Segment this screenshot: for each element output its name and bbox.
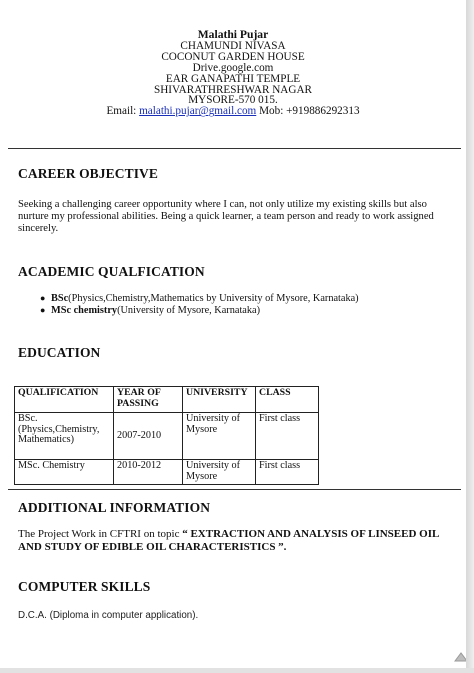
address-line: EAR GANAPATHI TEMPLE	[165, 72, 301, 85]
degree-detail: (Physics,Chemistry,Mathematics by University of Mysore, Karnataka)	[68, 293, 359, 304]
column-header: QUALIFICATION	[15, 387, 114, 413]
table-cell: University of Mysore	[183, 413, 256, 460]
table-cell: 2007-2010	[114, 413, 183, 460]
page-shadow-right	[466, 0, 474, 673]
email-label: Email:	[106, 105, 137, 118]
mobile-number: Mob: +919886292313	[259, 105, 360, 118]
bullet-icon: ●	[40, 304, 46, 315]
section-divider	[8, 489, 461, 490]
additional-information-heading: ADDITIONAL INFORMATION	[18, 500, 211, 515]
table-row	[15, 460, 319, 485]
table-row	[15, 413, 319, 460]
project-topic: “ EXTRACTION AND ANALYSIS OF LINSEED OIL AND STUDY OF EDIBLE OIL CHARACTERISTICS ”.	[18, 528, 439, 553]
degree-name: MSc chemistry	[51, 304, 118, 316]
education-table	[14, 386, 319, 485]
address-line: SHIVARATHRESHWAR NAGAR	[154, 83, 312, 96]
education-heading: EDUCATION	[18, 345, 101, 360]
table-header-row	[15, 387, 319, 413]
address-line: Drive.google.com	[192, 61, 274, 74]
column-header: CLASS	[256, 387, 319, 413]
table-cell: 2010-2012	[114, 460, 183, 485]
computer-skills-heading: COMPUTER SKILLS	[18, 579, 151, 594]
academic-qualification-heading: ACADEMIC QUALFICATION	[18, 264, 205, 279]
career-objective-text: Seeking a challenging career opportunity where I can, not only utilize my existing skills but also nurture my professional abilities. Being a quick learner, a team person and ready to work assigned sincerely.	[18, 199, 434, 234]
column-header: YEAR OF PASSING	[114, 387, 183, 413]
address-line: COCONUT GARDEN HOUSE	[161, 50, 305, 63]
bullet-icon: ●	[40, 293, 46, 303]
table-cell: University of Mysore	[183, 460, 256, 485]
column-header: UNIVERSITY	[183, 387, 256, 413]
list-item	[40, 293, 359, 305]
contact-line	[0, 106, 466, 117]
computer-skills-text: D.C.A. (Diploma in computer application).	[18, 610, 199, 621]
table-cell: First class	[256, 460, 319, 485]
project-prefix: The Project Work in CFTRI on topic	[18, 528, 183, 540]
career-objective-heading: CAREER OBJECTIVE	[18, 166, 159, 181]
header-divider	[8, 148, 461, 149]
address-line: MYSORE-570 015.	[188, 94, 278, 107]
table-cell: BSc. (Physics,Chemistry, Mathematics)	[15, 413, 114, 460]
academic-qualification-list	[40, 293, 359, 317]
degree-name: BSc	[51, 293, 69, 304]
email-link[interactable]: malathi.pujar@gmail.com	[139, 105, 257, 118]
list-item	[40, 305, 359, 317]
contact-header	[0, 30, 466, 117]
project-description	[18, 528, 458, 554]
degree-detail: (University of Mysore, Karnataka)	[117, 304, 261, 316]
page-shadow-bottom	[0, 668, 474, 673]
address-line: CHAMUNDI NIVASA	[180, 39, 286, 52]
candidate-name: Malathi Pujar	[197, 28, 269, 41]
table-cell: MSc. Chemistry	[15, 460, 114, 485]
table-cell: First class	[256, 413, 319, 460]
